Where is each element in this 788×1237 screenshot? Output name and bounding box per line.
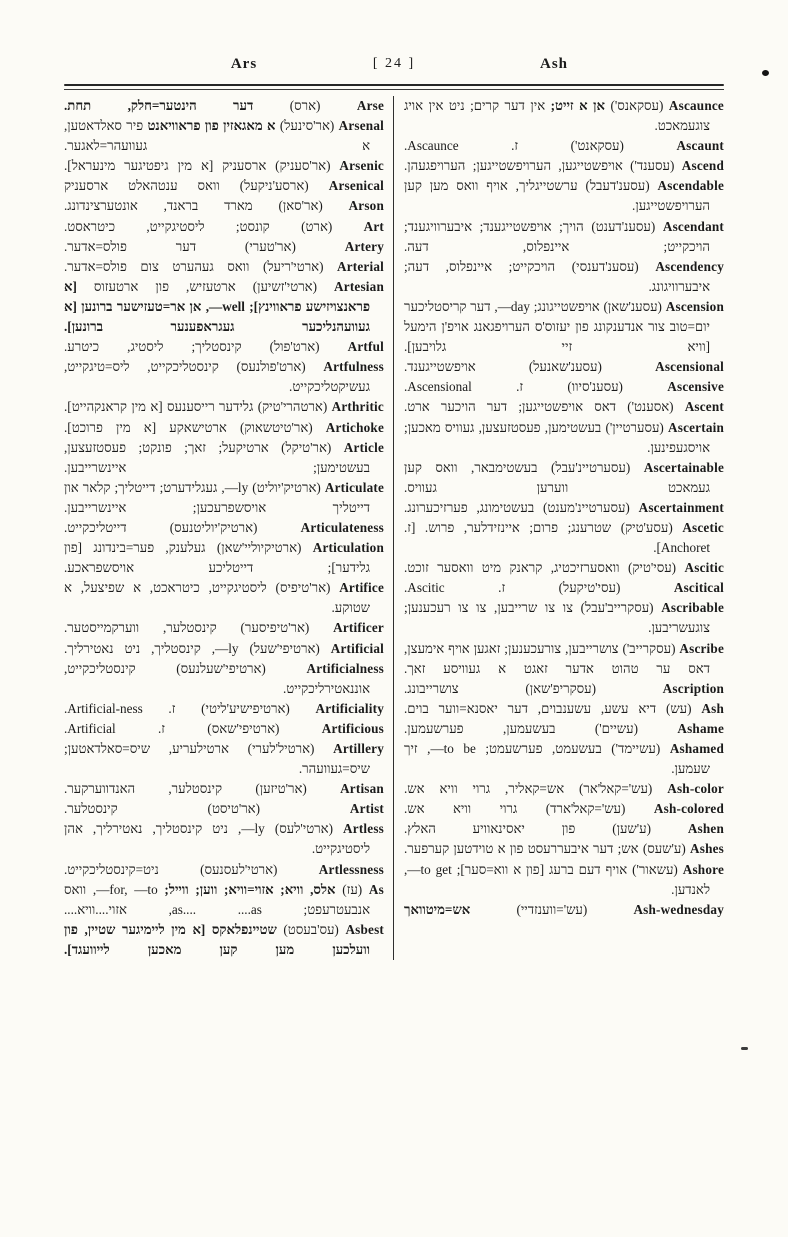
dictionary-entry <box>404 377 724 397</box>
headword: Artificialness <box>306 660 384 676</box>
definition: אש=קאליר, גרוי וויא אש. <box>404 781 565 797</box>
definition: ז. ‎Ascaunce. <box>404 138 519 154</box>
definition: קינסטליכקייט, אוננאטירליכקייט. <box>64 660 370 696</box>
dictionary-entry <box>404 819 724 839</box>
pronunciation: (עש'=קאל'ארד) <box>545 801 626 817</box>
dictionary-entry <box>404 739 724 779</box>
headword: Ascension <box>665 298 724 314</box>
headword: Ascription <box>662 680 725 696</box>
headword: Ascendency <box>655 258 724 274</box>
headword: As <box>368 881 384 897</box>
definition-bold: [א פראנצויזישע פראווינץ]; ‎—well, אן אר=טעזישער ברונען [א געוועהנליכער געגראפענער ברונען]. <box>64 278 370 335</box>
pronunciation: (ארט'פולנעס) <box>236 359 306 375</box>
pronunciation: (עסי'טיק) <box>627 560 677 576</box>
definition: דיא עשע, עשענבוים, דער יאסנא=ווער בוים. <box>404 700 657 716</box>
headword: Ascendant <box>662 218 724 234</box>
pronunciation: (עסערטיינ'עבל) <box>551 459 631 475</box>
pronunciation: (ארטהרי'טיק) <box>257 399 328 415</box>
dictionary-entry <box>404 96 724 136</box>
headword: Artlessness <box>318 861 384 877</box>
headword: Artisan <box>340 781 384 797</box>
dictionary-entry <box>404 458 724 498</box>
definition: ארטיקעל; זאך; פונקט; פעסטזעצען, בעשטימען; איינשרייבען. <box>64 439 370 475</box>
pronunciation: (ארטיק'יוליט) <box>252 479 321 495</box>
dictionary-entry <box>64 176 384 196</box>
dictionary-entry <box>404 839 724 859</box>
dictionary-entry <box>404 860 724 900</box>
pronunciation: (עסקריפ'שאן) <box>525 680 596 696</box>
dictionary-entry <box>64 397 384 417</box>
dictionary-entry <box>404 598 724 638</box>
dictionary-entry <box>64 618 384 638</box>
definition: ז. ‎Ascitic. <box>404 580 506 596</box>
definition: ז. ‎Ascensional. <box>404 379 524 395</box>
dictionary-entry <box>404 498 724 518</box>
definition: אין דער קרים; ניט אין אויג צוגעמאכט. <box>404 98 710 134</box>
headword: Ascertainment <box>638 499 724 515</box>
running-head <box>64 56 724 84</box>
dictionary-entry <box>64 880 384 920</box>
definition: ז. ‎Artificial. <box>64 720 165 736</box>
pronunciation: (עסקרייב'עבל) <box>580 600 654 616</box>
pronunciation: (אר'טיסט) <box>207 801 260 817</box>
guide-word-right: Ash <box>539 56 568 72</box>
dictionary-entry <box>64 438 384 478</box>
headword: Ascitic <box>684 560 724 576</box>
headword: Ashes <box>690 841 725 857</box>
headword: Articulation <box>312 540 384 556</box>
dictionary-entry <box>64 257 384 277</box>
headword: Ascensional <box>655 359 724 375</box>
dictionary-entry <box>404 357 724 377</box>
pronunciation: (ארט) <box>301 218 333 234</box>
definition: אויפשטייגענד. <box>404 359 476 375</box>
dictionary-entry <box>64 920 384 960</box>
dictionary-entry <box>404 699 724 719</box>
headword: Art <box>363 218 385 234</box>
pronunciation: (עסקאנס') <box>610 98 664 113</box>
definition-bold: אש=מיטוואך <box>404 901 471 917</box>
definition: בעשעמט, פערשעמט; ‎—to be, זיך שעמען. <box>404 741 710 777</box>
headword: Ascribable <box>661 600 725 616</box>
definition: ארטעזיש, פון ארטעזוס <box>93 278 236 294</box>
headword: Artificer <box>333 620 384 636</box>
dictionary-entry <box>404 176 724 216</box>
definition: אש; דער איבעררעסט פון א טוידטען קערפער. <box>404 841 639 857</box>
headword: Artificious <box>321 720 384 736</box>
dictionary-entry <box>404 257 724 297</box>
pronunciation: (עסענ'דענסי) <box>571 258 639 274</box>
dictionary-entry <box>64 217 384 237</box>
pronunciation: (עסקרייב') <box>622 640 676 656</box>
column-left <box>64 96 384 960</box>
definition: ז. ‎Artificial-ness. <box>64 700 176 716</box>
definition: קונסט; ליסטיגקייט, כיטראסט. <box>64 218 270 234</box>
pronunciation: (אר'טיקל) <box>281 439 332 455</box>
headword: Ascitical <box>673 580 725 596</box>
dictionary-entry <box>64 116 384 156</box>
definition: גלידער רייסענעס [א מין קראנקהייט]. <box>64 399 254 415</box>
definition: גרוי וויא אש. <box>404 801 518 817</box>
headword: Ascertain <box>668 419 725 435</box>
definition: מארד בראנד, אונטערצינדונג. <box>64 198 253 214</box>
pronunciation: (אר'סאן) <box>278 198 323 214</box>
pronunciation: (ארטיפי'שעלנעס) <box>176 660 266 676</box>
pronunciation: (עש'=ווענזדיי) <box>516 901 588 917</box>
dictionary-entry <box>64 779 384 799</box>
dictionary-entry <box>64 196 384 216</box>
dictionary-entry <box>64 337 384 357</box>
dictionary-entry <box>404 518 724 558</box>
headword: Artery <box>344 238 384 254</box>
headword: Ascribe <box>679 640 725 656</box>
definition: דייטליכקייט. <box>64 519 127 535</box>
header-rule-thick <box>64 84 724 86</box>
dictionary-entry <box>64 578 384 618</box>
definition: ‎—ly, געגלידערט; דייטליך; קלאר און דייטליך אויסשפרעכען; איינשרייבען. <box>64 479 370 515</box>
pronunciation: (ארטיק'יוליטנעס) <box>169 519 258 535</box>
headword: Artifice <box>339 580 384 596</box>
pronunciation: (ארטיקיוליי'שאן) <box>216 540 302 556</box>
pronunciation: (ע'שעס) <box>642 841 686 857</box>
definition: ‎—for, ‎—to, וואס אנבעטרעפט; ‎as.... ‎....as, אזוי....וויא.... <box>64 881 370 917</box>
headword: Arsenal <box>338 118 384 134</box>
header-rule-thin <box>64 89 724 90</box>
headword: Ashamed <box>669 741 724 756</box>
dictionary-entry <box>64 659 384 699</box>
definition: בעשטימונג, פערזיכערונג. <box>404 499 535 515</box>
dictionary-entry <box>64 478 384 518</box>
text-columns <box>64 96 724 960</box>
dictionary-entry <box>404 217 724 257</box>
definition: אויפשטייגען, הערויפשטייגען; הערויפגעהן. <box>404 158 623 174</box>
pronunciation: (עס'בעסט) <box>283 921 339 937</box>
definition: וואס ענטהאלט ארסעניק <box>64 178 220 194</box>
page-number: [ 24 ] <box>372 56 416 71</box>
dictionary-entry <box>64 860 384 880</box>
dictionary-entry <box>64 418 384 438</box>
pronunciation: (עשאור') <box>632 861 678 877</box>
headword: Ash <box>701 700 724 716</box>
definition: ארסעניק [א מין גיפטיגער מינעראל]. <box>64 158 267 174</box>
dictionary-page <box>64 56 724 960</box>
headword: Articulate <box>324 479 385 495</box>
pronunciation: (עש'=קאל'אר) <box>579 781 653 797</box>
dictionary-entry <box>404 639 724 679</box>
headword: Ascent <box>684 399 724 415</box>
dictionary-entry <box>404 578 724 598</box>
definition-bold: אלס, וויא; אזוי=וויא; ווען; ווייל; <box>164 881 336 897</box>
pronunciation: (עסענ'שאנעל) <box>528 359 602 375</box>
headword: Ashen <box>687 821 725 837</box>
dictionary-entry <box>64 639 384 659</box>
pronunciation: (אר'טיזען) <box>255 781 307 797</box>
headword: Artesian <box>334 278 384 294</box>
dictionary-entry <box>64 96 384 116</box>
pronunciation: (ארטיל'לערי) <box>247 741 315 756</box>
definition: ניט=קינסטליכקייט. <box>64 861 159 877</box>
definition: קינסטלער, האנדווערקער. <box>64 781 223 797</box>
pronunciation: (עסערטיין') <box>605 419 664 435</box>
definition: פיר סאלדאטען, א געוועהר=לאגער. <box>64 118 370 154</box>
pronunciation: (אר'סינעל) <box>279 118 335 134</box>
pronunciation: (ארטי'ריעל) <box>262 258 324 274</box>
headword: Arse <box>356 98 385 113</box>
pronunciation: (ארטיפי'שאס) <box>207 720 280 736</box>
dictionary-entry <box>64 156 384 176</box>
dictionary-entry <box>64 799 384 819</box>
dictionary-entry <box>404 297 724 357</box>
pronunciation: (עסע'טיק) <box>620 519 673 535</box>
headword: Ascetic <box>682 519 724 535</box>
definition: קינסטלער. <box>64 801 118 817</box>
definition: ליסטיגקייט, כיטראכט, א שפיצעל, א שטוקע. <box>64 580 370 616</box>
definition: דאס אויפשטייגען; דער הויכער ארט. <box>404 399 616 415</box>
definition-bold: דער הינטער=חלק, תחת. <box>64 98 254 113</box>
headword: Article <box>343 439 384 455</box>
definition: קינסטליך; ליסטיג, כיטרע. <box>64 339 242 355</box>
pronunciation: (ארט'פול) <box>269 339 320 355</box>
headword: Artichoke <box>325 419 384 435</box>
definition: הויך; אויפשטייגענד; איבערוויגענד; הויכקייט; איינפלוס, דעה. <box>404 218 710 254</box>
pronunciation: (ארטיפישיע'ליטי) <box>201 700 290 716</box>
headword: Articulateness <box>300 519 384 535</box>
dictionary-entry <box>404 679 724 699</box>
headword: Ashore <box>682 861 725 877</box>
pronunciation: (ארטי'לעסנעס) <box>200 861 278 877</box>
dictionary-entry <box>64 739 384 779</box>
definition: וואס געהערט צום פולס=אדער. <box>64 258 250 274</box>
dictionary-entry <box>64 518 384 538</box>
dictionary-entry <box>404 558 724 578</box>
headword: Ashame <box>677 720 724 736</box>
dictionary-entry <box>404 418 724 458</box>
headword: Ash-wednesday <box>633 901 724 917</box>
dictionary-entry <box>64 819 384 859</box>
pronunciation: (ארטיפי'שעל) <box>249 640 320 656</box>
definition: שטרענג; פרום; איינזידלער, פרוש. [ז. ‎Anchoret]. <box>404 519 710 556</box>
headword: Ash-color <box>667 781 724 797</box>
pronunciation: (עסענ'שאן) <box>603 298 662 314</box>
pronunciation: (ארסע'ניקעל) <box>239 178 309 194</box>
headword: Ascend <box>681 158 724 174</box>
dictionary-entry <box>404 397 724 417</box>
definition: בעשעמען, פערשעמען. <box>404 720 556 736</box>
dictionary-entry <box>404 900 724 920</box>
column-divider-rule <box>393 96 394 960</box>
definition: קינסטלער, ווערקמייסטער. <box>64 620 217 636</box>
headword: Arson <box>348 198 385 214</box>
definition: ‎—ly, ניט קינסטליך, נאטירליך, אהן ליסטיגקייט. <box>64 821 370 857</box>
dictionary-entry <box>64 719 384 739</box>
pronunciation: (אר'סעניק) <box>275 158 331 174</box>
definition: צושרייבען, צורעכענען; זאגען אויף אימעצן, דאס ער טהוט אדער זאגט א געוויסע זאך. <box>404 640 710 676</box>
headword: Artist <box>349 801 385 817</box>
pronunciation: (עסערטיינ'מענט) <box>543 499 630 515</box>
pronunciation: (עסענד') <box>630 158 675 174</box>
dictionary-entry <box>64 538 384 578</box>
pronunciation: (עז) <box>342 881 363 897</box>
definition: צושרייבונג. <box>404 680 459 696</box>
headword: Ascendable <box>657 178 725 194</box>
pronunciation: (ע'שען) <box>612 821 651 837</box>
definition: פון יאסינאוויע האלץ. <box>404 821 576 837</box>
definition: וואסערזיכטיג, קראנק מיט וואסער זוכט. <box>404 560 620 576</box>
definition-bold: שטיינפלאקס [א מין ליימיגער שטיין, פון וועלכען מען קען מאכען לייוועגד]. <box>64 921 370 957</box>
definition: קינסטליכקייט, ליס=טיגקייט, געשיקטליכקייט. <box>64 359 370 395</box>
headword: Artless <box>343 821 384 837</box>
headword: Artful <box>347 339 384 355</box>
dictionary-entry <box>404 779 724 799</box>
headword: Arthritic <box>331 399 384 415</box>
pronunciation: (עשיימד') <box>611 741 661 756</box>
definition: ארטילעריע, שיס=סאלדאטען; שיס=געוועהר. <box>64 741 370 777</box>
pronunciation: (אר'טיפיס) <box>275 580 331 596</box>
definition: אויפשטייגונג; ‎—day, דער קריסטליכער יום=טוב צור אנדענקונג פון יעזוס'ס הערויפגאנג אויפ'ן הימעל [וויא זיי גלויבען]. <box>404 298 710 355</box>
headword: Asbest <box>345 921 385 937</box>
definition: ערשטייגליך, אויף וואס מען קען הערויפשטייגען. <box>404 178 710 214</box>
dictionary-entry <box>64 237 384 257</box>
headword: Ascaunt <box>676 138 725 154</box>
pronunciation: (עסענ'סיוו) <box>567 379 623 395</box>
headword: Artificiality <box>315 700 384 716</box>
dictionary-entry <box>404 156 724 176</box>
dictionary-entry <box>64 357 384 397</box>
definition: הויכקייט; איינפלוס, דעה; איבערוויגונג. <box>404 258 710 294</box>
dictionary-entry <box>64 277 384 337</box>
column-right <box>404 96 724 960</box>
headword: Ascertainable <box>643 459 725 475</box>
pronunciation: (עסענ'דעבל) <box>585 178 650 194</box>
headword: Ascaunce <box>668 98 724 113</box>
definition: דער פולס=אדער. <box>64 238 197 254</box>
headword: Artfulness <box>323 359 384 375</box>
pronunciation: (עסענ'דענט) <box>591 218 656 234</box>
definition: געלענק, פער=בינדונג [פון גלידער]; דייטליכע אויסשפראכע. <box>64 540 370 576</box>
headword: Arsenical <box>328 178 385 194</box>
headword: Artillery <box>333 741 385 756</box>
definition-bold: אן א זייט; <box>550 98 605 113</box>
definition: ‎—ly, קינסטליך, ניט נאטירליך. <box>64 640 239 656</box>
dictionary-entry <box>404 719 724 739</box>
definition: בעשטימבאר, וואס קען געמאכט ווערען געוויס. <box>404 459 710 495</box>
pronunciation: (אר'טיטשאוק) <box>240 419 313 435</box>
pronunciation: (עש) <box>665 700 692 716</box>
dictionary-entry <box>64 699 384 719</box>
pronunciation: (אר'טיפיסער) <box>240 620 310 636</box>
headword: Arsenic <box>339 158 384 174</box>
pronunciation: (עשיים') <box>594 720 638 736</box>
definition: אויף דעם ברעג [פון א ווא=סער]; ‎—to get, לאנדען. <box>404 861 710 897</box>
pronunciation: (אסענט') <box>627 399 674 415</box>
dictionary-entry <box>404 799 724 819</box>
headword: Artificial <box>330 640 384 656</box>
pronunciation: (עסי'טיקעל) <box>558 580 621 596</box>
definition: בעשטימען, פעסטזעצען, געוויס מאכען; אויסגעפינען. <box>404 419 710 455</box>
dictionary-entry <box>404 136 724 156</box>
pronunciation: (ארטי'לעס) <box>274 821 333 837</box>
headword: Ascensive <box>667 379 725 395</box>
ink-speck <box>741 1047 748 1050</box>
definition: ארטישאקע [א מין פרוכט]. <box>64 419 227 435</box>
headword: Ash-colored <box>653 801 724 817</box>
ink-speck <box>762 70 769 76</box>
definition-bold: א מאגאזין פון פראוויאנט <box>147 118 276 134</box>
headword: Arterial <box>337 258 384 274</box>
pronunciation: (ארטי'זשיען) <box>252 278 317 294</box>
pronunciation: (ארס) <box>289 98 321 113</box>
pronunciation: (עסקאנט') <box>570 138 624 154</box>
guide-word-left: Ars <box>230 56 258 72</box>
pronunciation: (אר'טערי) <box>244 238 296 254</box>
definition: צו צו שרייבען, צו צו רעכענען; צוגעשריבען. <box>404 600 710 636</box>
